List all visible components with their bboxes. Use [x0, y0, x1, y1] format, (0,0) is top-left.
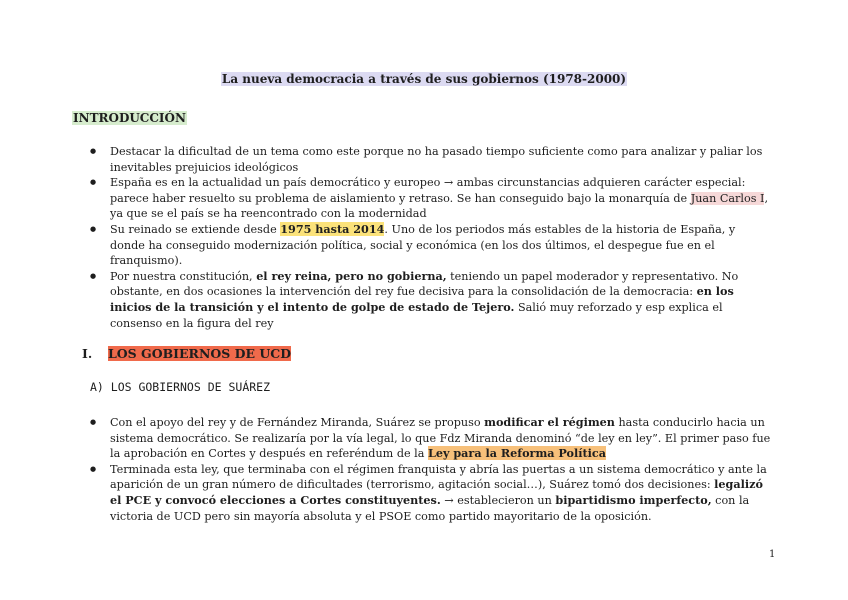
subsection-heading: A) LOS GOBIERNOS DE SUÁREZ [90, 380, 271, 394]
bold-text: en los inicios de la transición y el intento de golpe de estado de Tejero. [110, 284, 734, 314]
list-item: ● Por nuestra constitución, el rey reina, pero no gobierna, teniendo un papel moderador y representativo. No obstante, en dos ocasiones la intervención del rey fue decisiva para la consolidación de la democracia: en los inicios de la transición y el intento de golpe de estado de Tejero. Salió muy reforzado y esp explica el consenso en la figura del rey [90, 269, 770, 331]
highlight-reign-dates: 1975 hasta 2014 [280, 221, 385, 236]
document-title: La nueva democracia a través de sus gobiernos (1978-2000) [221, 72, 627, 86]
section-heading: I. LOS GOBIERNOS DE UCD [82, 346, 292, 361]
list-item: ● Destacar la dificultad de un tema como este porque no ha pasado tiempo suficiente como para analizar y paliar los inevitables prejuicios ideológicos [90, 144, 770, 175]
page-number: 1 [769, 549, 776, 560]
bold-text: el rey reina, pero no gobierna, [256, 268, 447, 283]
list-item: ● Su reinado se extiende desde 1975 hasta 2014. Uno de los periodos más estables de la historia de España, y donde ha conseguido modernización política, social y económica (en los dos últimos, el despegue fue en el franquismo). [90, 222, 770, 269]
intro-bullet-list [90, 144, 770, 331]
list-item: ● Con el apoyo del rey y de Fernández Miranda, Suárez se propuso modificar el régimen hasta conducirlo hacia un sistema democrático. Se realizaría por la vía legal, lo que Fdz Miranda denominó “de ley en ley”. El primer paso fue la aprobación en Cortes y después en referéndum de la Ley para la Reforma Política [90, 415, 775, 462]
highlight-ley-reforma: Ley para la Reforma Política [427, 446, 606, 461]
intro-heading: INTRODUCCIÓN [73, 111, 186, 125]
list-item: ● Terminada esta ley, que terminaba con el régimen franquista y abría las puertas a un sistema democrático y ante la aparición de un gran número de dificultades (terrorismo, agitación social…), Suárez tomó dos decisiones: legalizó el PCE y convocó elecciones a Cortes constituyentes. → establecieron un bipartidismo imperfecto, con la victoria de UCD pero sin mayoría absoluta y el PSOE como partido mayoritario de la oposición. [90, 462, 775, 524]
ucd-bullet-list [90, 415, 775, 524]
bold-text: legalizó el PCE y convocó elecciones a Cortes constituyentes. [110, 477, 763, 507]
bold-text: bipartidismo imperfecto, [555, 492, 712, 507]
bold-text: modificar el régimen [484, 415, 615, 429]
list-item: ● España es en la actualidad un país democrático y europeo → ambas circunstancias adquieren carácter especial: parece haber resuelto su problema de aislamiento y retraso. Se han conseguido bajo la monarquía de Juan Carlos I, ya que se el país se ha reencontrado con la modernidad [90, 175, 770, 222]
highlight-juan-carlos: Juan Carlos I [690, 191, 765, 205]
section-title: LOS GOBIERNOS DE UCD [108, 346, 292, 361]
